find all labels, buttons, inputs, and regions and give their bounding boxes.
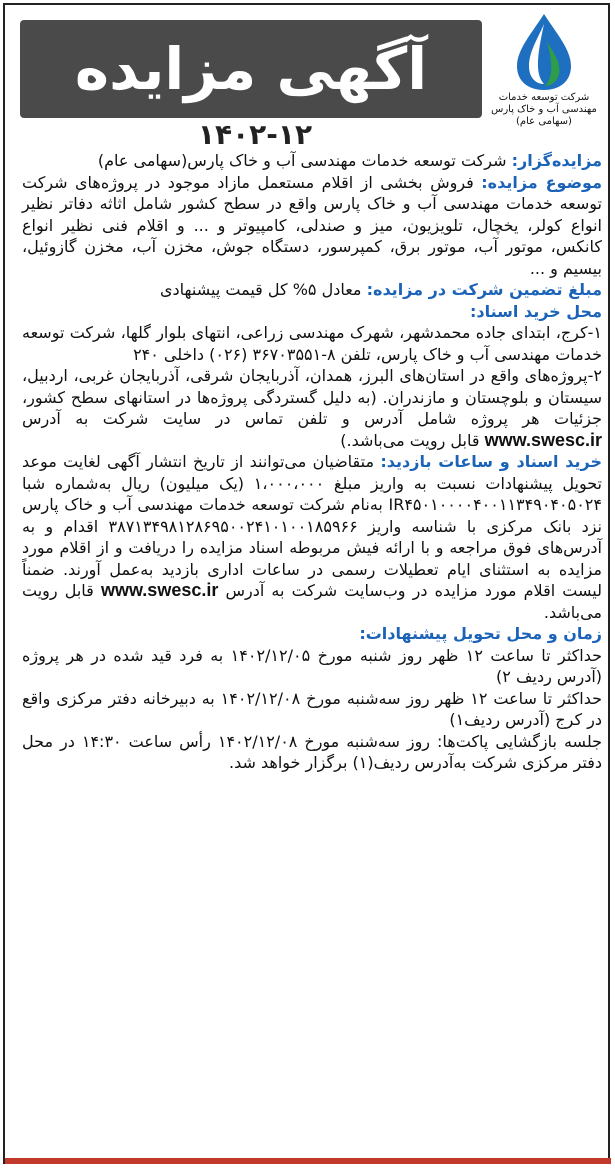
purchase-place-item2-text: ۲-پروژه‌های واقع در استان‌های البرز، همدان، آذربایجان شرقی، آذربایجان غربی، اردبیل، سیستان و بلوچستان و مازندران. (به دلیل گستردگی پروژه‌ها در استانهای سطح کشور، جزئیات هر پروژه شامل آدرس و تلفن تماس در سایت شرکت به آدرس (22, 366, 602, 428)
delivery-line2: حداکثر تا ساعت ۱۲ ظهر روز سه‌شنبه مورخ ۱۴۰۲/۱۲/۰۸ به دبیرخانه دفتر مرکزی واقع در کرج (آدرس ردیف۱) (22, 688, 603, 729)
purchase-place-heading (22, 301, 602, 323)
delivery-line1: حداکثر تا ساعت ۱۲ ظهر روز شنبه مورخ ۱۴۰۲/۱۲/۰۵ به فرد قید شده در هر پروژه (آدرس ردیف ۲) (22, 645, 603, 686)
purchase-time-end: قابل رویت می‌باشد. (22, 581, 602, 622)
website-link[interactable]: www.swesc.ir (484, 429, 602, 450)
subject-label: موضوع مزایده: (481, 172, 602, 192)
website-link-2[interactable]: www.swesc.ir (100, 580, 219, 600)
company-name-line3: (سهامی عام) (516, 116, 572, 127)
delivery-label: زمان و محل تحویل پیشنهادات: (359, 624, 602, 643)
delivery-line3: جلسه بازگشایی پاکت‌ها: روز سه‌شنبه مورخ ۱۴۰۲/۱۲/۰۸ رأس ساعت ۱۴:۳۰ در محل دفتر مرکزی شرکت به‌آدرس ردیف(۱) برگزار خواهد شد. (22, 731, 603, 772)
purchase-time-label: خرید اسناد و ساعات بازدید: (380, 452, 603, 471)
bottom-stripe (5, 1158, 611, 1164)
company-name-line1: شرکت توسعه خدمات (498, 92, 590, 103)
purchase-place-item2-end: قابل رویت می‌باشد.) (340, 430, 480, 450)
delivery-heading (22, 623, 602, 645)
purchase-place-item1: ۱-کرج، ابتدای جاده محمدشهر، شهرک مهندسی زراعی، انتهای بلوار گلها، شرکت توسعه خدمات مهندسی آب و خاک پارس، تلفن ۸-۳۶۷۰۳۵۵۱ (۰۲۶) داخلی ۲۴۰ (22, 323, 602, 364)
purchase-place-item2 (22, 365, 602, 451)
company-name-line2: مهندسی آب و خاک پارس (491, 104, 597, 115)
page-title: آگهی مزایده (20, 20, 482, 118)
header (20, 8, 605, 151)
guarantee-paragraph (22, 279, 602, 301)
purchase-time-paragraph (22, 451, 602, 623)
subject-text: فروش بخشی از اقلام مستعمل مازاد موجود در پروژه‌های شرکت توسعه خدمات مهندسی آب و خاک پارس واقع در سطح کشور شامل اثاثه دفاتر نظیر انواع کولر، یخچال، تلویزیون، میز و صندلی، کامپیوتر و ... و اقلام فنی نظیر انواع کانکس، موتور آب، موتور برق، کمپرسور، دستگاه جوش، مخزن آب، مخزن گازوئیل، بیسیم و ... (22, 172, 602, 278)
date-label: ۱۴۰۲-۱۲ (197, 118, 313, 151)
water-drop-logo-icon (511, 12, 577, 92)
auctioneer-label: مزایده‌گزار: (511, 151, 602, 170)
subject-paragraph (22, 172, 602, 280)
purchase-place-label: محل خرید اسناد: (470, 301, 602, 321)
guarantee-label: مبلغ تضمین شرکت در مزایده: (366, 280, 602, 299)
company-logo (489, 12, 599, 148)
notice-body (22, 150, 602, 1150)
auctioneer-text: شرکت توسعه خدمات مهندسی آب و خاک پارس(سهامی عام) (97, 151, 507, 170)
auctioneer-paragraph (22, 150, 602, 172)
purchase-time-text: متقاضیان می‌توانند از تاریخ انتشار آگهی لغایت موعد تحویل پیشنهادات نسبت به واریز مبلغ ۱،۰۰۰،۰۰۰ (یک میلیون) ریال به‌شماره شبا IR۴۵۰۱۰۰۰۰۴۰۰۱۱۳۴۹۰۴۰۵۰۲۴ به‌نام شرکت توسعه خدمات مهندسی آب و خاک پارس نزد بانک مرکزی با شناسه واریز ۳۸۷۱۳۴۹۸۱۲۸۶۹۵۰۰۲۴۱۰۱۰۰۱۸۵۹۶۶ اقدام و به آدرس‌های فوق مراجعه و با ارائه فیش مربوطه اسناد مزایده را دریافت و از اقلام مورد مزایده به استثنای ایام تعطیلات رسمی در ساعات اداری بازدید به‌عمل آورند. ضمناً لیست اقلام مورد مزایده در وب‌سایت شرکت به آدرس (22, 452, 603, 600)
guarantee-text: معادل ۵% کل قیمت پیشنهادی (159, 280, 362, 299)
